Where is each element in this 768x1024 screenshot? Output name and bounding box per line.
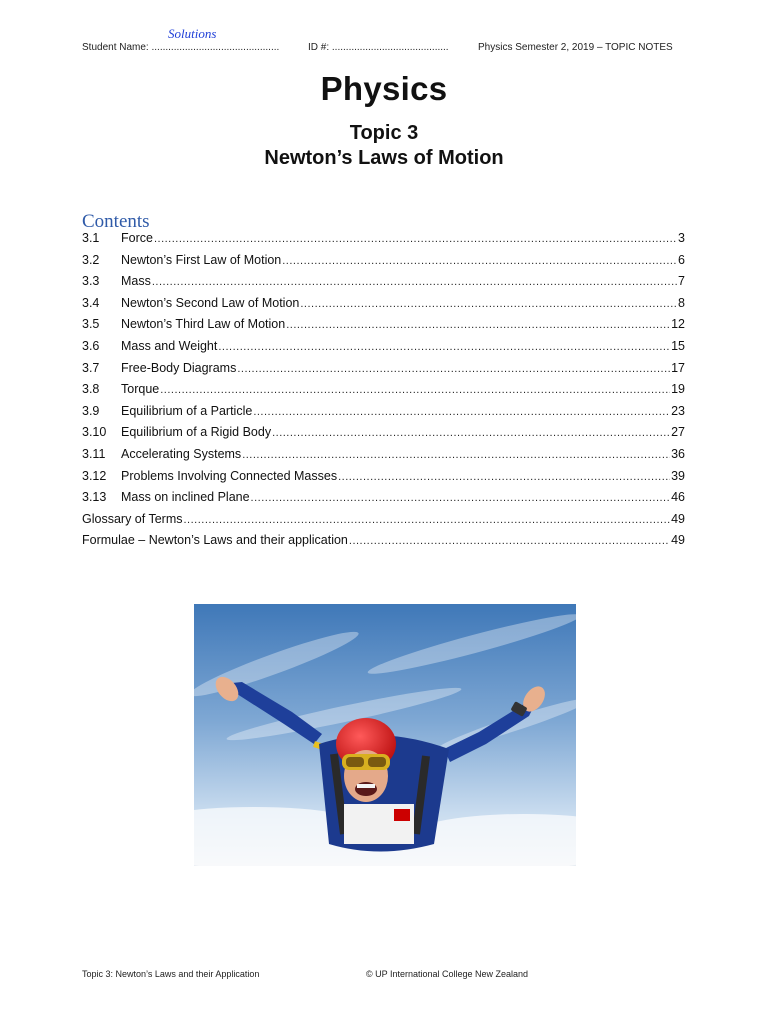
skydiver-photo: [194, 604, 576, 866]
student-name-field: Student Name: ..............................................: [82, 42, 280, 53]
toc-entry-page: 49: [671, 533, 685, 548]
toc-entry-number: 3.1: [82, 231, 100, 245]
page-title: Physics: [320, 70, 448, 107]
toc-entry-number: 3.5: [82, 317, 100, 332]
toc-entry[interactable]: [82, 425, 685, 447]
toc-entry-number: 3.7: [82, 360, 100, 375]
toc-entry[interactable]: [82, 469, 685, 491]
toc-entry[interactable]: [82, 404, 685, 426]
toc-entry-page: 23: [671, 403, 685, 418]
toc-entry-page: 3: [678, 231, 685, 245]
topic-subtitle: Newton’s Laws of Motion: [264, 147, 504, 169]
toc-entry-title: Equilibrium of a Particle: [121, 403, 253, 418]
toc-entry-title: Newton’s First Law of Motion: [121, 252, 282, 267]
toc-dot-leader: [154, 233, 677, 245]
toc-entry-page: 15: [671, 338, 685, 353]
toc-entry[interactable]: [82, 361, 685, 383]
toc-dot-leader: [338, 471, 670, 483]
toc-entry-page: 8: [678, 295, 685, 310]
toc-entry[interactable]: [82, 447, 685, 469]
toc-entry-title: Accelerating Systems: [121, 446, 242, 461]
toc-dot-leader: [251, 492, 671, 504]
toc-dot-leader: [286, 319, 670, 331]
toc-entry-number: 3.3: [82, 274, 100, 289]
toc-entry[interactable]: [82, 253, 685, 275]
footer-topic: Topic 3: Newton’s Laws and their Application: [82, 969, 260, 979]
toc-entry-page: 49: [671, 511, 685, 526]
toc-entry[interactable]: [82, 296, 685, 318]
toc-entry-page: 36: [671, 446, 685, 461]
footer-copyright: © UP International College New Zealand: [366, 969, 529, 979]
toc-entry-number: 3.13: [82, 490, 107, 505]
toc-dot-leader: [218, 341, 670, 353]
toc-dot-leader: [253, 406, 670, 418]
toc-entry-page: 17: [671, 360, 685, 375]
solutions-label: Solutions: [168, 26, 217, 41]
toc-entry-title: Force: [121, 231, 153, 245]
id-field: ID #: ..........................................: [308, 42, 449, 53]
toc-entry-title: Equilibrium of a Rigid Body: [121, 425, 272, 440]
toc-entry[interactable]: [82, 382, 685, 404]
toc-entry-title: Mass: [121, 274, 151, 289]
toc-entry-page: 46: [671, 490, 685, 505]
toc-entry-page: 6: [678, 252, 685, 267]
toc-entry-page: 27: [671, 425, 685, 440]
toc-dot-leader: [242, 449, 670, 461]
toc-entry-number: 3.4: [82, 295, 100, 310]
toc-dot-leader: [160, 384, 670, 396]
toc-entry-title: Mass on inclined Plane: [121, 490, 250, 505]
toc-entry[interactable]: [82, 533, 685, 555]
toc-dot-leader: [282, 255, 677, 267]
toc-dot-leader: [152, 276, 677, 288]
toc-entry[interactable]: [82, 512, 685, 534]
toc-entry-page: 12: [671, 317, 685, 332]
toc-entry-page: 19: [671, 382, 685, 397]
toc-entry[interactable]: [82, 490, 685, 512]
toc-dot-leader: [272, 427, 670, 439]
toc-entry-number: 3.11: [82, 446, 106, 461]
toc-entry-title: Problems Involving Connected Masses: [121, 468, 338, 483]
toc-entry-title: Newton’s Second Law of Motion: [121, 295, 300, 310]
toc-dot-leader: [237, 363, 670, 375]
toc-entry-title: Glossary of Terms: [82, 511, 183, 526]
toc-entry-title: Formulae – Newton’s Laws and their application: [82, 533, 348, 548]
toc-entry[interactable]: [82, 231, 685, 253]
course-label: Physics Semester 2, 2019 – TOPIC NOTES: [478, 42, 673, 53]
toc-entry-title: Free-Body Diagrams: [121, 360, 237, 375]
toc-entry[interactable]: [82, 274, 685, 296]
toc-entry-page: 39: [671, 468, 685, 483]
toc-entry-title: Mass and Weight: [121, 338, 218, 353]
toc-entry[interactable]: [82, 317, 685, 339]
topic-number: Topic 3: [349, 122, 419, 144]
toc-dot-leader: [349, 535, 670, 547]
contents-heading: Contents: [82, 211, 150, 232]
toc-entry-number: 3.8: [82, 382, 100, 397]
toc-entry-title: Torque: [121, 382, 160, 397]
toc-entry-number: 3.12: [82, 468, 107, 483]
toc-entry-page: 7: [678, 274, 685, 289]
toc-entry-number: 3.2: [82, 252, 100, 267]
toc-entry-number: 3.6: [82, 338, 100, 353]
toc-entry-title: Newton’s Third Law of Motion: [121, 317, 286, 332]
toc-dot-leader: [300, 298, 677, 310]
toc-entry-number: 3.10: [82, 425, 107, 440]
toc-entry-number: 3.9: [82, 403, 100, 418]
toc-entry[interactable]: [82, 339, 685, 361]
toc-dot-leader: [184, 514, 671, 526]
table-of-contents: [82, 231, 685, 555]
